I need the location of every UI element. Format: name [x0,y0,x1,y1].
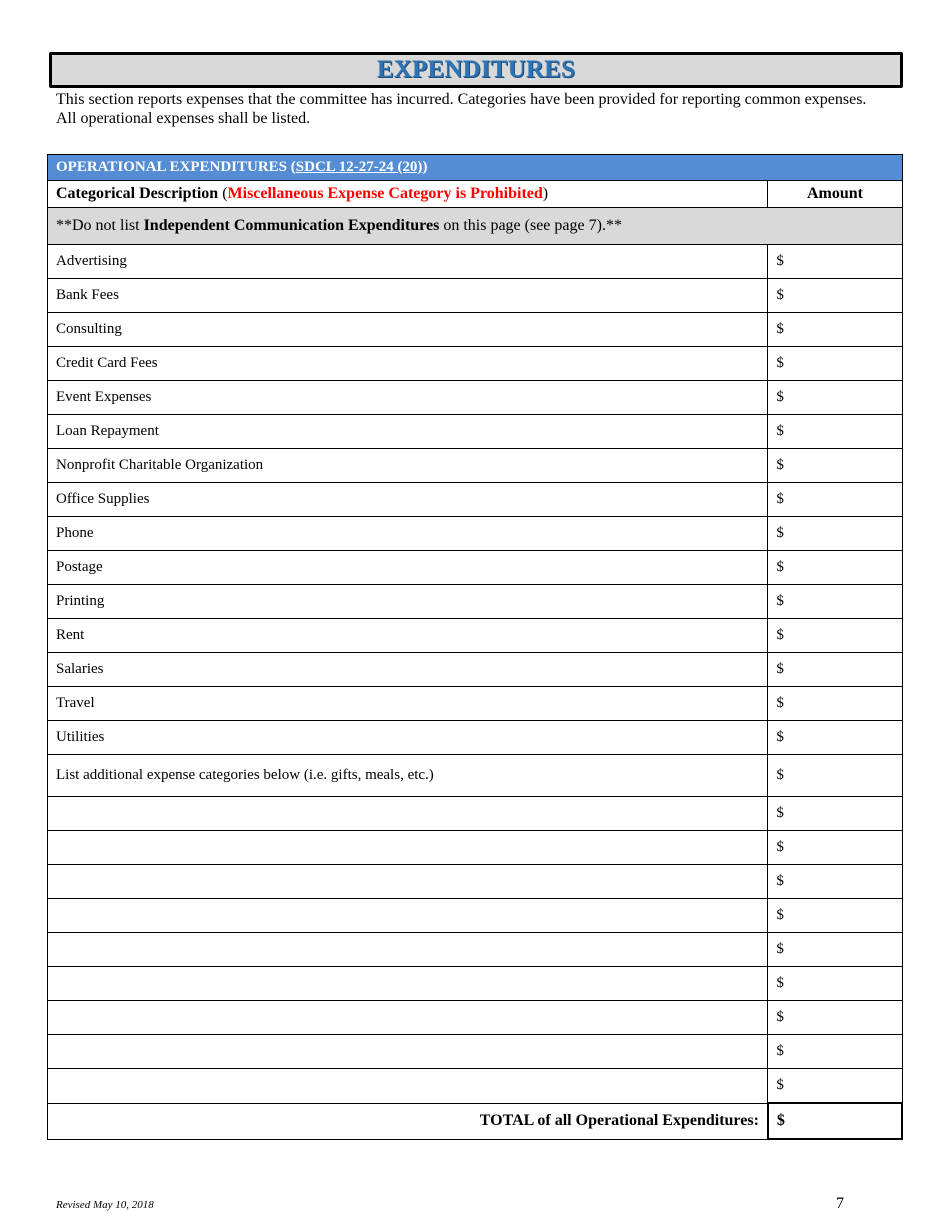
column-header-amount: Amount [768,181,902,208]
sdcl-link[interactable]: SDCL 12-27-24 (20) [295,159,423,175]
section-title: EXPENDITURES [376,56,576,83]
table-row [48,449,903,483]
amount-field[interactable]: $ [768,415,902,449]
paren-close: ) [542,185,549,202]
table-row [48,415,903,449]
blank-description-field[interactable] [48,933,768,967]
blank-entry-row [48,967,903,1001]
blank-description-field[interactable] [48,967,768,1001]
table-row [48,687,903,721]
amount-field[interactable]: $ [768,899,902,933]
section-title-box [49,52,903,88]
blank-description-field[interactable] [48,865,768,899]
amount-field[interactable]: $ [768,755,902,797]
blank-entry-row [48,933,903,967]
blank-description-field[interactable] [48,797,768,831]
category-label: Loan Repayment [48,415,768,449]
blank-entry-row [48,1069,903,1104]
operational-expenditures-header [48,155,903,181]
blank-description-field[interactable] [48,831,768,865]
table-row [48,619,903,653]
column-header-row [48,181,903,208]
table-row [48,313,903,347]
amount-field[interactable]: $ [768,721,902,755]
paren-open: ( [218,185,228,202]
total-label: TOTAL of all Operational Expenditures: [48,1103,768,1139]
category-label: Travel [48,687,768,721]
amount-field[interactable]: $ [768,933,902,967]
amount-field[interactable]: $ [768,483,902,517]
header-suffix: ) [422,159,428,175]
blank-description-field[interactable] [48,899,768,933]
note-bold: Independent Communication Expenditures [143,217,440,234]
blank-entry-row [48,1035,903,1069]
amount-field[interactable]: $ [768,517,902,551]
category-label: Phone [48,517,768,551]
amount-field[interactable]: $ [768,551,902,585]
total-row [48,1103,903,1139]
blank-entry-row [48,797,903,831]
note-suffix: on this page (see page 7).** [439,217,622,234]
category-label: Advertising [48,245,768,279]
amount-field[interactable]: $ [768,449,902,483]
table-row [48,585,903,619]
table-row [48,483,903,517]
category-label: Rent [48,619,768,653]
blank-entry-row [48,1001,903,1035]
page-number: 7 [836,1195,844,1212]
amount-field[interactable]: $ [768,1069,902,1104]
category-label: Office Supplies [48,483,768,517]
category-label: Utilities [48,721,768,755]
header-text: OPERATIONAL EXPENDITURES ( [56,159,296,175]
amount-field[interactable]: $ [768,865,902,899]
blank-description-field[interactable] [48,1069,768,1104]
amount-field[interactable]: $ [768,585,902,619]
amount-field[interactable]: $ [768,279,902,313]
amount-field[interactable]: $ [768,1035,902,1069]
amount-field[interactable]: $ [768,619,902,653]
amount-field[interactable]: $ [768,797,902,831]
additional-categories-label: List additional expense categories below (i.e. gifts, meals, etc.) [48,755,768,797]
amount-field[interactable]: $ [768,831,902,865]
amount-field[interactable]: $ [768,381,902,415]
revised-date: Revised May 10, 2018 [56,1199,154,1211]
category-label: Printing [48,585,768,619]
table-row [48,755,903,797]
category-label: Salaries [48,653,768,687]
table-row [48,279,903,313]
category-label: Consulting [48,313,768,347]
amount-field[interactable]: $ [768,687,902,721]
category-label: Credit Card Fees [48,347,768,381]
table-row [48,245,903,279]
category-label: Event Expenses [48,381,768,415]
amount-field[interactable]: $ [768,245,902,279]
table-row [48,347,903,381]
note-cell [48,208,903,245]
blank-entry-row [48,899,903,933]
amount-field[interactable]: $ [768,967,902,1001]
prohibited-warning: Miscellaneous Expense Category is Prohibited [227,185,543,202]
expenditures-table [47,154,903,1140]
category-label: Bank Fees [48,279,768,313]
column-header-description [48,181,768,208]
table-row [48,653,903,687]
amount-field[interactable]: $ [768,313,902,347]
total-amount-field[interactable]: $ [768,1103,902,1139]
blank-description-field[interactable] [48,1001,768,1035]
table-row [48,721,903,755]
blank-description-field[interactable] [48,1035,768,1069]
column-label-description: Categorical Description [56,185,219,202]
note-row [48,208,903,245]
table-header-row [48,155,903,181]
category-label: Nonprofit Charitable Organization [48,449,768,483]
table-row [48,381,903,415]
table-row [48,551,903,585]
category-label: Postage [48,551,768,585]
amount-field[interactable]: $ [768,347,902,381]
amount-field[interactable]: $ [768,1001,902,1035]
blank-entry-row [48,831,903,865]
table-row [48,517,903,551]
note-prefix: **Do not list [56,217,144,234]
amount-field[interactable]: $ [768,653,902,687]
blank-entry-row [48,865,903,899]
intro-text: This section reports expenses that the committee has incurred. Categories have been provided for reporting common expenses. All operational expenses shall be listed. [56,91,867,127]
